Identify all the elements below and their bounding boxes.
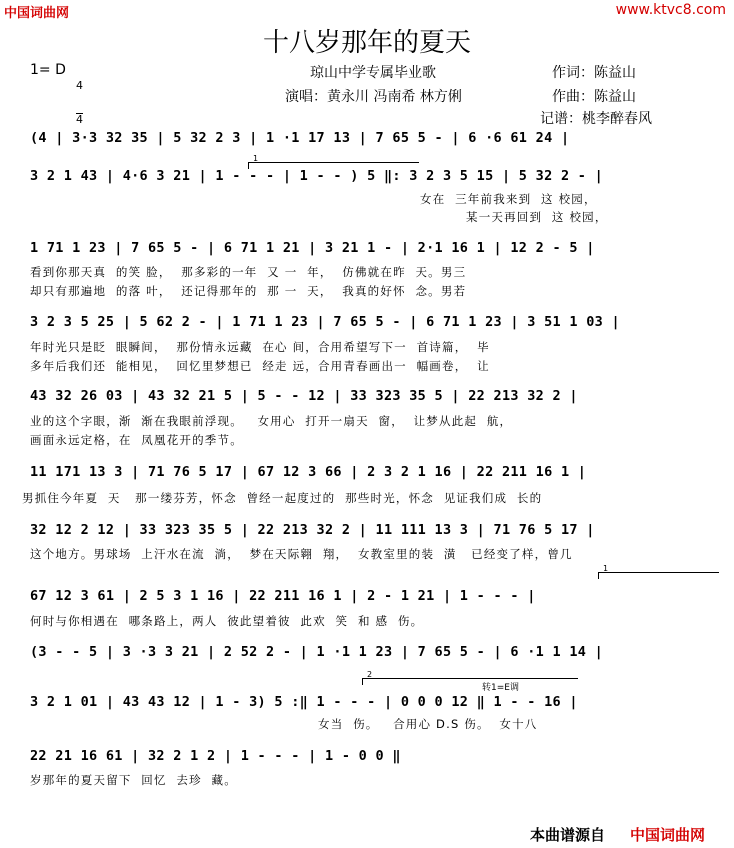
transcriber: 记谱：桃李醉春风 <box>540 111 652 127</box>
lyricist: 作词：陈益山 <box>552 65 636 81</box>
notation-line: 43 32 26 03 | 43 32 21 5 | 5 - - 12 | 33 323 35 5 | 22 213 32 2 | <box>30 388 578 404</box>
lyric-line: 某一天再回到 这 校园， <box>466 210 608 224</box>
source-site-watermark: 中国词曲网 <box>630 826 706 844</box>
volta-bracket-1: 1 <box>598 572 719 579</box>
lyric-line: 画面永远定格，在 凤凰花开的季节。 <box>30 433 243 447</box>
source-label: 本曲谱源自 <box>530 826 606 844</box>
key-change-label: 转1=E调 <box>482 683 519 693</box>
key-signature: 1= D <box>30 62 66 78</box>
notation-line: (4 | 3·3 32 35 | 5 32 2 3 | 1 ·1 17 13 | 7 65 5 - | 6 ·6 61 24 | <box>30 130 570 146</box>
lyric-line: 男抓住今年夏 天 那一缕芬芳，怀念 曾经一起度过的 那些时光，怀念 见证我们成 长的 <box>22 491 543 505</box>
notation-line: 67 12 3 61 | 2 5 3 1 16 | 22 211 16 1 | 2 - 1 21 | 1 - - - | <box>30 588 536 604</box>
notation-line: 32 12 2 12 | 33 323 35 5 | 22 213 32 2 | 11 111 13 3 | 71 76 5 17 | <box>30 522 595 538</box>
lyric-line: 女当 伤。 合用心 D.S 伤。 女十八 <box>318 717 538 731</box>
notation-line: 3 2 1 01 | 43 43 12 | 1 - 3) 5 :‖ 1 - - - | 0 0 0 12 ‖ 1 - - 16 | <box>30 694 578 710</box>
volta-bracket-1: 1 <box>248 162 419 169</box>
site-watermark-top-left: 中国词曲网 <box>4 6 70 21</box>
lyric-line: 多年后我们还 能相见， 回忆里梦想已 经走 远，合用青春画出一 幅画卷， 让 <box>30 359 490 373</box>
volta-bracket-2: 2 <box>362 678 578 685</box>
notation-line: 1 71 1 23 | 7 65 5 - | 6 71 1 21 | 3 21 1 - | 2·1 16 1 | 12 2 - 5 | <box>30 240 595 256</box>
lyric-line: 女在 三年前我来到 这 校园， <box>420 192 597 206</box>
singers: 演唱：黄永川 冯南希 林方俐 <box>285 89 462 105</box>
lyric-line: 这个地方。男球场 上汗水在流 淌， 梦在天际翱 翔， 女教室里的装 潢 已经变了样，曾几 <box>30 547 573 561</box>
song-title: 十八岁那年的夏天 <box>262 28 471 58</box>
notation-line: 3 2 1 43 | 4·6 3 21 | 1 - - - | 1 - - ) 5 ‖: 3 2 3 5 15 | 5 32 2 - | <box>30 168 604 184</box>
lyric-line: 何时与你相遇在 哪条路上，两人 彼此望着彼 此欢 笑 和 感 伤。 <box>30 614 424 628</box>
lyric-line: 业的这个字眼，渐 渐在我眼前浮现。 女用心 打开一扇天 窗， 让梦从此起 航， <box>30 414 513 428</box>
time-sig-top: 4 <box>76 79 83 92</box>
time-sig-bottom: 4 <box>76 113 83 126</box>
lyric-line: 却只有那遍地 的落 叶， 还记得那年的 那 一 天， 我真的好怀 念。男若 <box>30 284 467 298</box>
subtitle: 琼山中学专属毕业歌 <box>310 65 436 81</box>
notation-line: (3 - - 5 | 3 ·3 3 21 | 2 52 2 - | 1 ·1 1 23 | 7 65 5 - | 6 ·1 1 14 | <box>30 644 604 660</box>
composer: 作曲：陈益山 <box>552 89 636 105</box>
lyric-line: 年时光只是眨 眼瞬间， 那份情永远藏 在心 间，合用希望写下一 首诗篇， 毕 <box>30 340 490 354</box>
time-signature <box>76 58 83 136</box>
notation-line: 22 21 16 61 | 32 2 1 2 | 1 - - - | 1 - 0 0 ‖ <box>30 748 401 764</box>
notation-line: 3 2 3 5 25 | 5 62 2 - | 1 71 1 23 | 7 65 5 - | 6 71 1 23 | 3 51 1 03 | <box>30 314 620 330</box>
notation-line: 11 171 13 3 | 71 76 5 17 | 67 12 3 66 | 2 3 2 1 16 | 22 211 16 1 | <box>30 464 587 480</box>
lyric-line: 看到你那天真 的笑 脸， 那多彩的一年 又 一 年， 仿佛就在昨 天。男三 <box>30 265 467 279</box>
site-watermark-top-right: www.ktvc8.com <box>615 2 726 18</box>
lyric-line: 岁那年的夏天留下 回忆 去珍 藏。 <box>30 773 237 787</box>
